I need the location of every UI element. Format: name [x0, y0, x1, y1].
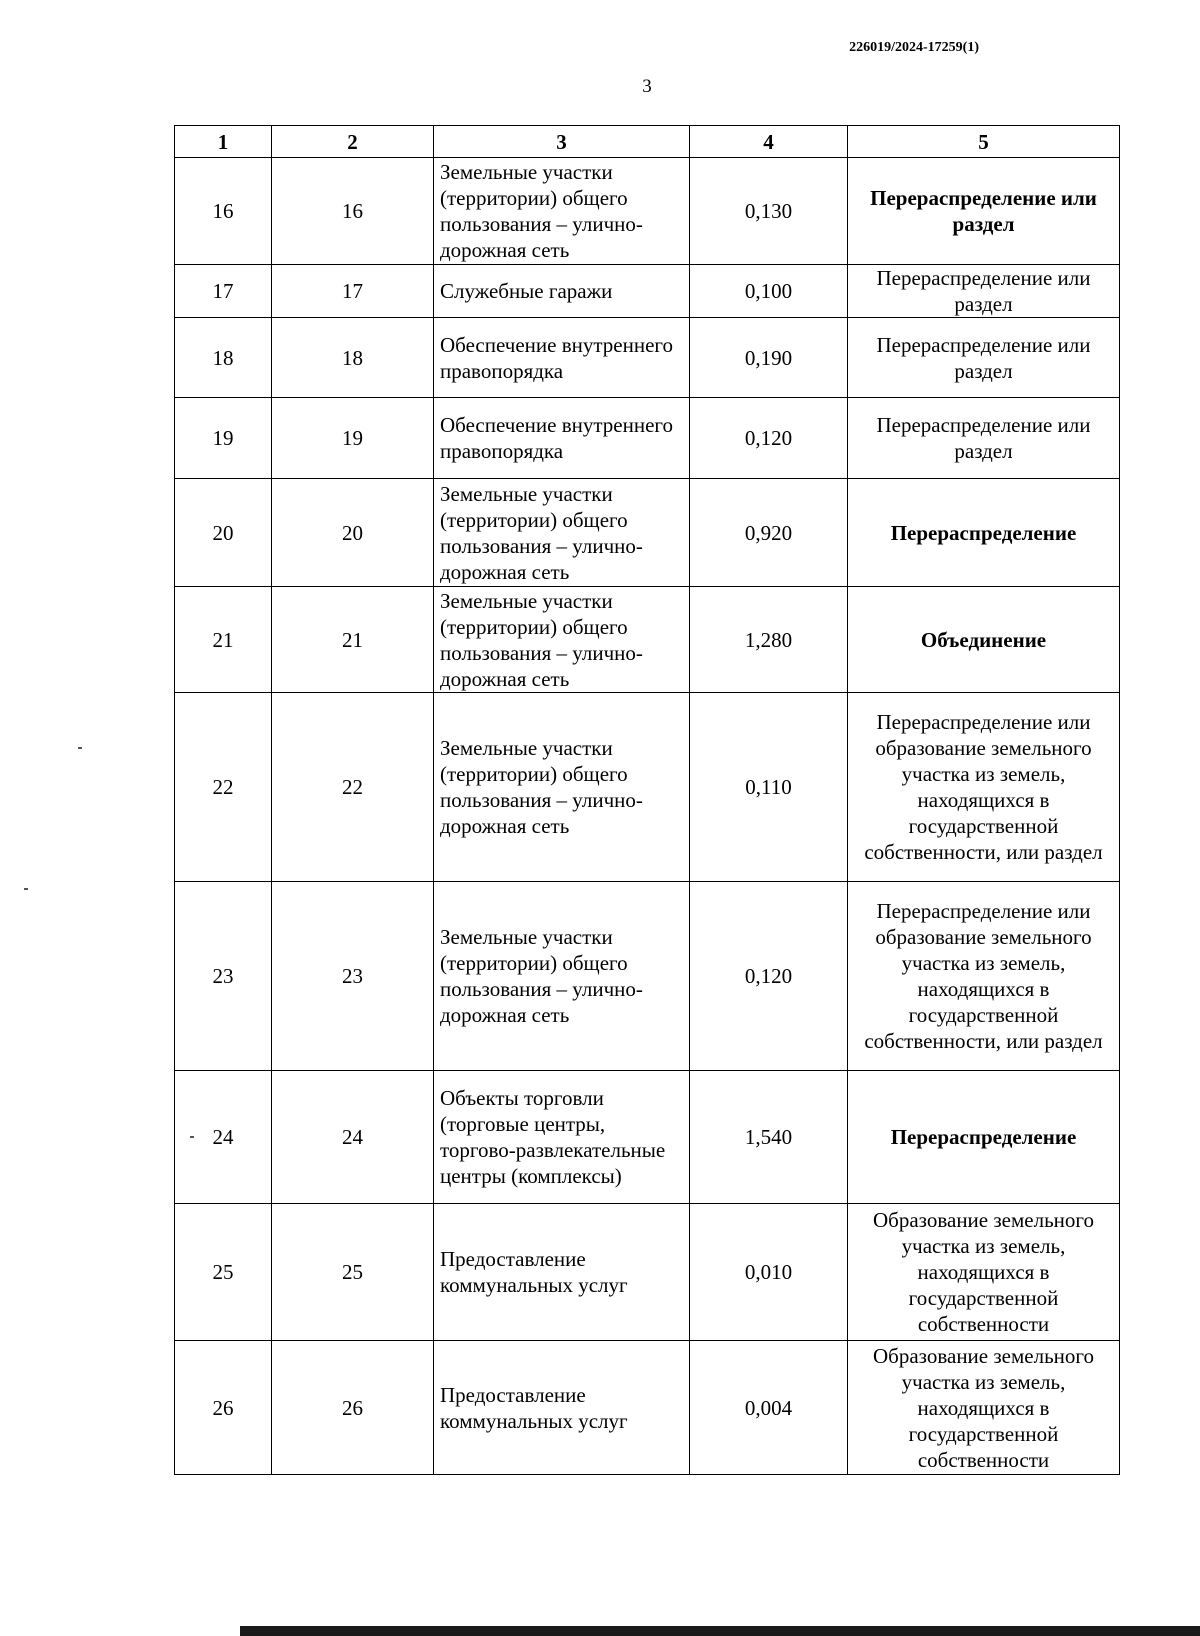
cell-permitted-use: Обеспечение внутреннего правопорядка	[434, 318, 690, 398]
cell-row-number: 21	[175, 587, 272, 693]
table-row	[175, 265, 1120, 318]
table-row	[175, 318, 1120, 398]
column-header-3: 3	[434, 126, 690, 158]
cell-area: 0,130	[690, 158, 848, 265]
table-row	[175, 479, 1120, 587]
cell-plot-number: 23	[272, 882, 434, 1071]
cell-row-number: 26	[175, 1341, 272, 1475]
cell-permitted-use: Объекты торговли (торговые центры, торгово-развлекательные центры (комплексы)	[434, 1071, 690, 1204]
cell-permitted-use: Земельные участки (территории) общего пользования – улично-дорожная сеть	[434, 479, 690, 587]
cell-area: 0,010	[690, 1204, 848, 1341]
cell-formation-method: Перераспределение или образование земельного участка из земель, находящихся в государственной собственности, или раздел	[848, 693, 1120, 882]
cell-area: 0,004	[690, 1341, 848, 1475]
table-row	[175, 1204, 1120, 1341]
table-row	[175, 158, 1120, 265]
cell-permitted-use: Земельные участки (территории) общего пользования – улично-дорожная сеть	[434, 882, 690, 1071]
scan-speck	[190, 1136, 194, 1138]
cell-plot-number: 16	[272, 158, 434, 265]
cell-formation-method: Перераспределение или раздел	[848, 398, 1120, 479]
table-row	[175, 398, 1120, 479]
table-row	[175, 1341, 1120, 1475]
cell-plot-number: 17	[272, 265, 434, 318]
cell-row-number: 24	[175, 1071, 272, 1204]
column-header-1: 1	[175, 126, 272, 158]
cell-formation-method: Перераспределение или раздел	[848, 265, 1120, 318]
cell-formation-method: Перераспределение или образование земельного участка из земель, находящихся в государственной собственности, или раздел	[848, 882, 1120, 1071]
table-row	[175, 693, 1120, 882]
cell-plot-number: 20	[272, 479, 434, 587]
cell-area: 0,120	[690, 398, 848, 479]
land-plots-table	[174, 125, 1120, 1475]
column-header-2: 2	[272, 126, 434, 158]
cell-formation-method: Перераспределение	[848, 1071, 1120, 1204]
document-number: 226019/2024-17259(1)	[849, 40, 979, 55]
table-row	[175, 1071, 1120, 1204]
cell-plot-number: 19	[272, 398, 434, 479]
cell-formation-method: Перераспределение или раздел	[848, 318, 1120, 398]
cell-plot-number: 18	[272, 318, 434, 398]
cell-area: 0,110	[690, 693, 848, 882]
cell-formation-method: Перераспределение	[848, 479, 1120, 587]
column-header-5: 5	[848, 126, 1120, 158]
cell-permitted-use: Предоставление коммунальных услуг	[434, 1341, 690, 1475]
cell-row-number: 18	[175, 318, 272, 398]
cell-plot-number: 21	[272, 587, 434, 693]
cell-row-number: 20	[175, 479, 272, 587]
cell-row-number: 22	[175, 693, 272, 882]
scan-bottom-edge	[240, 1626, 1200, 1636]
cell-permitted-use: Земельные участки (территории) общего пользования – улично-дорожная сеть	[434, 158, 690, 265]
cell-plot-number: 22	[272, 693, 434, 882]
cell-plot-number: 26	[272, 1341, 434, 1475]
cell-row-number: 25	[175, 1204, 272, 1341]
cell-area: 0,120	[690, 882, 848, 1071]
table-row	[175, 882, 1120, 1071]
cell-formation-method: Образование земельного участка из земель, находящихся в государственной собственности	[848, 1341, 1120, 1475]
cell-formation-method: Образование земельного участка из земель, находящихся в государственной собственности	[848, 1204, 1120, 1341]
cell-plot-number: 25	[272, 1204, 434, 1341]
cell-permitted-use: Земельные участки (территории) общего пользования – улично-дорожная сеть	[434, 587, 690, 693]
cell-permitted-use: Предоставление коммунальных услуг	[434, 1204, 690, 1341]
cell-formation-method: Перераспределение или раздел	[848, 158, 1120, 265]
page-number: 3	[642, 76, 652, 97]
column-header-4: 4	[690, 126, 848, 158]
cell-permitted-use: Служебные гаражи	[434, 265, 690, 318]
scan-speck	[78, 747, 82, 749]
cell-area: 0,190	[690, 318, 848, 398]
cell-row-number: 19	[175, 398, 272, 479]
table-header-row	[175, 126, 1120, 158]
cell-row-number: 16	[175, 158, 272, 265]
cell-formation-method: Объединение	[848, 587, 1120, 693]
cell-area: 0,100	[690, 265, 848, 318]
table-row	[175, 587, 1120, 693]
cell-row-number: 17	[175, 265, 272, 318]
cell-area: 0,920	[690, 479, 848, 587]
cell-permitted-use: Обеспечение внутреннего правопорядка	[434, 398, 690, 479]
cell-area: 1,540	[690, 1071, 848, 1204]
cell-plot-number: 24	[272, 1071, 434, 1204]
cell-permitted-use: Земельные участки (территории) общего пользования – улично-дорожная сеть	[434, 693, 690, 882]
cell-row-number: 23	[175, 882, 272, 1071]
cell-area: 1,280	[690, 587, 848, 693]
scan-speck	[24, 888, 28, 890]
